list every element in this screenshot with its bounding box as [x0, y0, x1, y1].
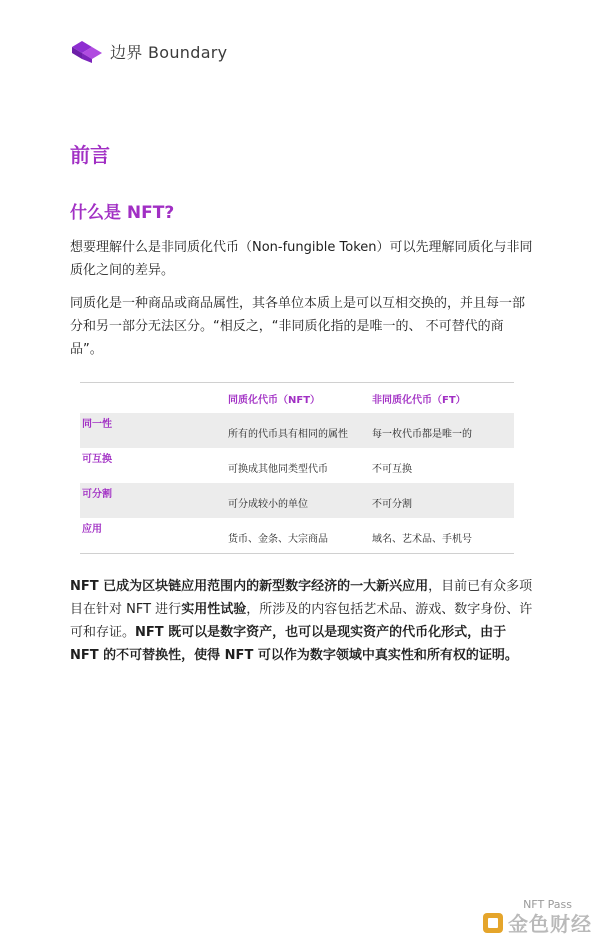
- bold-text: NFT 已成为区块链应用范围内的新型数字经济的一大新兴应用: [70, 579, 429, 594]
- brand-logo: [70, 38, 227, 64]
- watermark-text: 金色财经: [508, 912, 592, 936]
- table-cell: 可分成较小的单位: [228, 483, 372, 518]
- table-row: [80, 413, 514, 448]
- table-cell: 不可分割: [372, 483, 514, 518]
- body-text: ，目前已有众多项目在针对 NFT 进行: [70, 579, 533, 617]
- comparison-table: [80, 382, 514, 554]
- brand-name: 边界 Boundary: [110, 42, 228, 62]
- row-label: 可分割: [80, 483, 228, 518]
- body-text: ，所涉及的内容包括艺术品、游戏、数字身份、许可和存证。: [70, 602, 533, 640]
- sub-heading: 什么是 NFT?: [70, 203, 175, 223]
- coin-icon: [482, 912, 504, 934]
- table-cell: 可换成其他同类型代币: [228, 464, 328, 475]
- table-cell: 域名、艺术品、手机号: [372, 534, 472, 545]
- section-heading: 前言: [70, 143, 110, 167]
- table-header-ft: 非同质化代币（FT）: [372, 394, 466, 406]
- table-cell: 货币、金条、大宗商品: [228, 534, 328, 545]
- boundary-logo-icon: [70, 38, 104, 64]
- table-row: [80, 483, 514, 518]
- bold-text: 实用性试验: [181, 602, 247, 617]
- table-cell: 不可互换: [372, 464, 412, 475]
- table-cell: 所有的代币具有相同的属性: [228, 413, 372, 448]
- bold-text: NFT 既可以是数字资产，也可以是现实资产的代币化形式，由于 NFT 的不可替换性，使得 NFT 可以作为数字领域中真实性和所有权的证明。: [70, 625, 518, 663]
- table-header-row: [80, 383, 514, 414]
- intro-paragraph: 想要理解什么是非同质化代币（Non-fungible Token）可以先理解同质化与非同质化之间的差异。: [70, 240, 533, 278]
- table-row: [80, 448, 514, 483]
- table-header-empty: [80, 383, 228, 414]
- table-header-nft: 同质化代币（NFT）: [228, 394, 321, 406]
- row-label: 可互换: [82, 454, 112, 465]
- watermark: [482, 898, 592, 937]
- nft-application-paragraph: [70, 575, 534, 667]
- watermark-small-text: NFT Pass: [523, 898, 572, 911]
- row-label: 应用: [82, 524, 102, 535]
- definition-paragraph: 同质化是一种商品或商品属性，其各单位本质上是可以互相交换的，并且每一部分和另一部分无法区分。“相反之，“非同质化指的是唯一的、 不可替代的商品”。: [70, 296, 526, 357]
- table-row: [80, 518, 514, 554]
- row-label: 同一性: [80, 413, 228, 448]
- table-cell: 每一枚代币都是唯一的: [372, 413, 514, 448]
